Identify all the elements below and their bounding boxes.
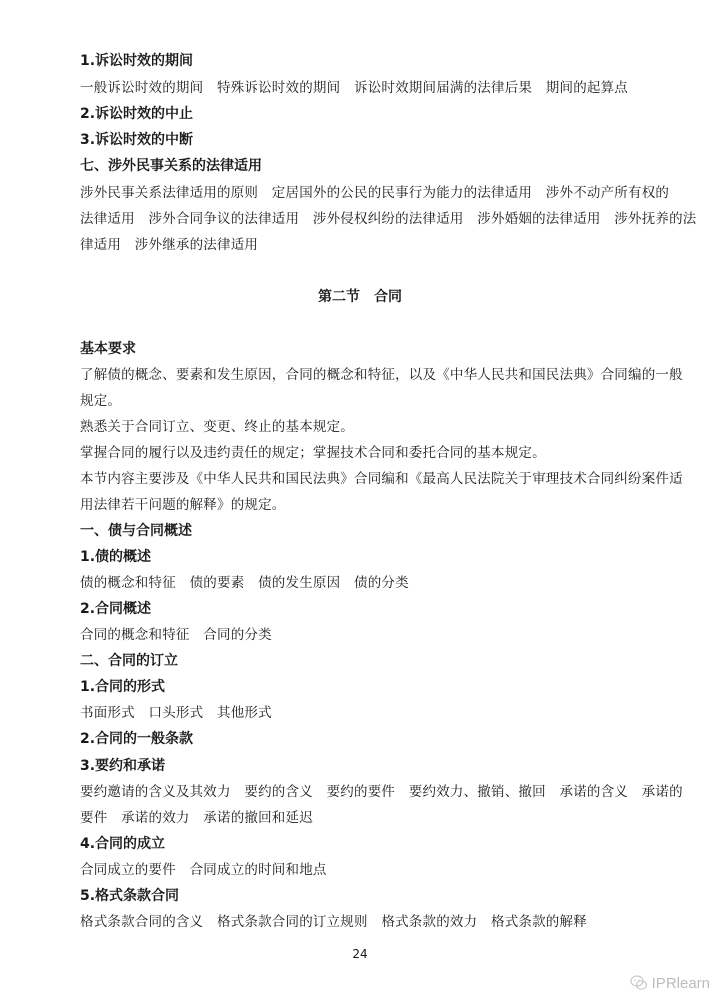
subheading: 3.诉讼时效的中断 [80,132,194,148]
body-text: 本节内容主要涉及《中华人民共和国民法典》合同编和《最高人民法院关于审理技术合同纠纷案件适 [80,471,683,487]
body-text: 熟悉关于合同订立、变更、终止的基本规定。 [80,419,354,435]
watermark [630,974,710,992]
section-heading: 七、涉外民事关系的法律适用 [80,158,262,174]
subheading: 3.要约和承诺 [80,758,166,774]
section-heading: 一、债与合同概述 [80,523,192,539]
subheading: 2.诉讼时效的中止 [80,106,194,122]
subheading: 1.诉讼时效的期间 [80,53,194,69]
section-heading: 基本要求 [80,341,136,357]
body-text: 法律适用 涉外合同争议的法律适用 涉外侵权纠纷的法律适用 涉外婚姻的法律适用 涉外抚养的法 [80,211,697,227]
body-text: 规定。 [80,393,122,409]
section-heading: 二、合同的订立 [80,653,178,669]
body-text: 书面形式 口头形式 其他形式 [80,705,272,721]
watermark-text: IPRlearn [651,974,710,992]
subheading: 4.合同的成立 [80,836,166,852]
page-number: 24 [352,947,368,961]
body-text: 一般诉讼时效的期间 特殊诉讼时效的期间 诉讼时效期间届满的法律后果 期间的起算点 [80,80,628,96]
subheading: 2.合同概述 [80,601,152,617]
body-text: 格式条款合同的含义 格式条款合同的订立规则 格式条款的效力 格式条款的解释 [80,914,587,930]
subheading: 2.合同的一般条款 [80,731,194,747]
body-text: 用法律若干问题的解释》的规定。 [80,497,286,513]
section-title: 第二节 合同 [318,289,402,305]
body-text: 债的概念和特征 债的要素 债的发生原因 债的分类 [80,575,409,591]
subheading: 1.合同的形式 [80,679,166,695]
body-text: 律适用 涉外继承的法律适用 [80,237,259,253]
body-text: 要约邀请的含义及其效力 要约的含义 要约的要件 要约效力、撤销、撤回 承诺的含义 承诺的 [80,784,683,800]
body-text: 掌握合同的履行以及违约责任的规定；掌握技术合同和委托合同的基本规定。 [80,445,546,461]
body-text: 涉外民事关系法律适用的原则 定居国外的公民的民事行为能力的法律适用 涉外不动产所有权的 [80,185,670,201]
body-text: 了解债的概念、要素和发生原因，合同的概念和特征，以及《中华人民共和国民法典》合同编的一般 [80,367,683,383]
subheading: 1.债的概述 [80,549,152,565]
subheading: 5.格式条款合同 [80,888,180,904]
body-text: 合同的概念和特征 合同的分类 [80,627,272,643]
body-text: 要件 承诺的效力 承诺的撤回和延迟 [80,810,313,826]
chat-bubble-icon [630,974,648,992]
body-text: 合同成立的要件 合同成立的时间和地点 [80,862,327,878]
